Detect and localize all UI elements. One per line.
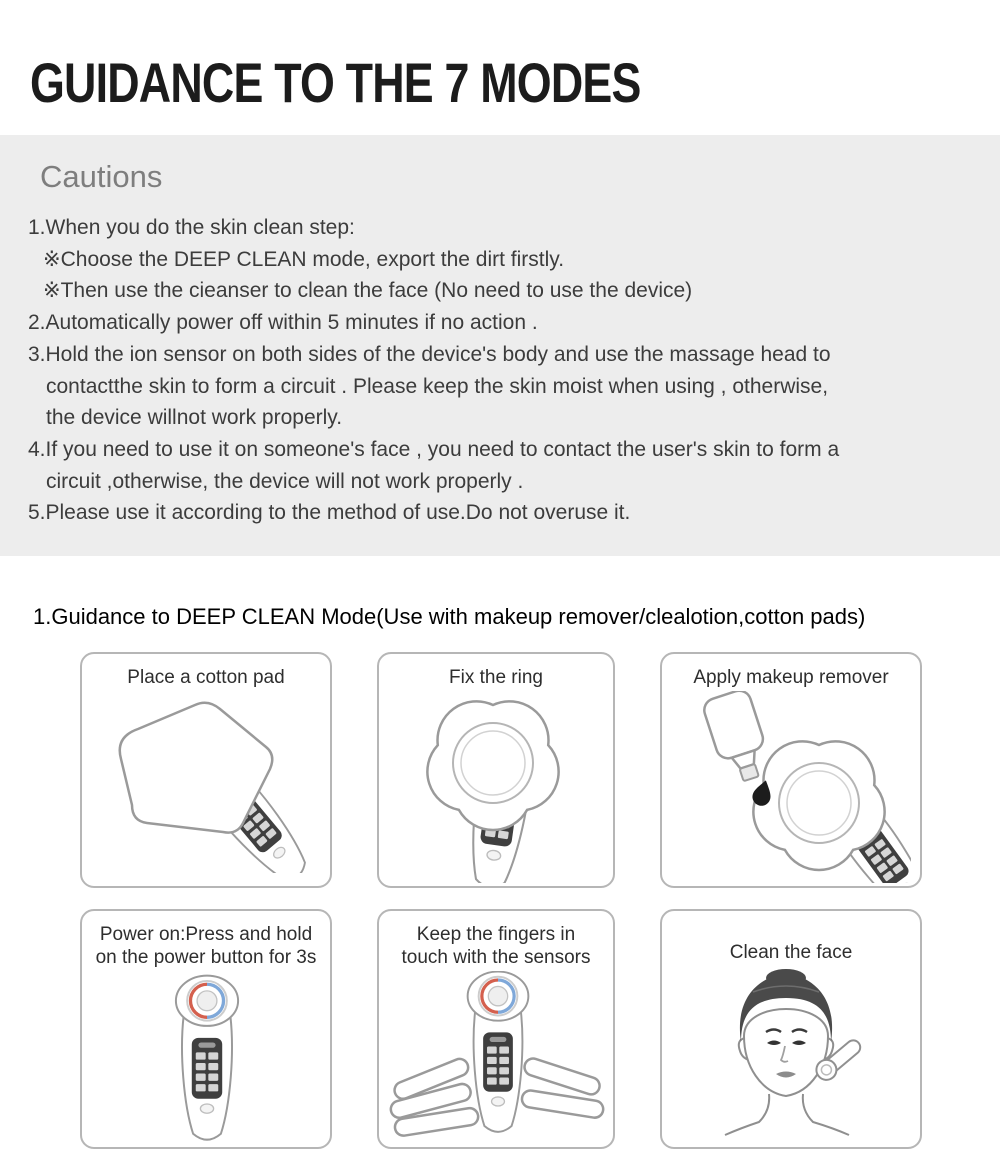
remover-bottle-illustration	[671, 691, 911, 883]
fingers-on-device-illustration	[379, 971, 614, 1137]
step-card-power-on	[80, 909, 332, 1149]
caution-line: contactthe skin to form a circuit . Please keep the skin moist when using , otherwise,	[46, 374, 829, 398]
caution-line: ※Choose the DEEP CLEAN mode, export the dirt firstly.	[43, 247, 565, 271]
cautions-text	[0, 212, 1000, 529]
caution-line: 1.When you do the skin clean step:	[28, 216, 355, 239]
caution-line: 2.Automatically power off within 5 minutes if no action .	[28, 311, 538, 335]
caption-line2: touch with the sensors	[401, 947, 591, 968]
step-caption: Place a cotton pad	[127, 667, 285, 688]
step-caption: Clean the face	[729, 942, 853, 963]
step-card-clean-face	[660, 909, 922, 1149]
caution-line: 3.Hold the ion sensor on both sides of the device's body and use the massage head to	[28, 342, 831, 366]
caution-line: ※Then use the cieanser to clean the face (No need to use the device)	[43, 279, 693, 303]
remover-bottle	[701, 691, 774, 786]
step-card-apply-remover	[660, 652, 922, 888]
ring-on-device-illustration	[381, 691, 611, 883]
cautions-section	[0, 135, 1000, 556]
step-card-place-cotton-pad	[80, 652, 332, 888]
step-caption: Apply makeup remover	[693, 667, 889, 688]
caution-line: the device willnot work properly.	[46, 406, 343, 430]
step-card-fix-ring	[377, 652, 615, 888]
caption-line2: on the power button for 3s	[95, 947, 317, 968]
deep-clean-guide-heading: 1.Guidance to DEEP CLEAN Mode(Use with makeup remover/clealotion,cotton pads)	[33, 604, 866, 629]
scalloped-ring	[427, 701, 558, 830]
step-caption	[379, 923, 613, 969]
caution-line: circuit ,otherwise, the device will not work properly .	[46, 469, 524, 493]
caption-line1: Power on:Press and hold	[99, 924, 313, 945]
face-illustration	[671, 966, 911, 1136]
caution-line: 5.Please use it according to the method of use.Do not overuse it.	[28, 501, 631, 525]
step-card-touch-sensors	[377, 909, 615, 1149]
cautions-heading: Cautions	[40, 159, 163, 194]
cotton-pad-on-device-illustration	[91, 691, 321, 873]
page-title: GUIDANCE TO THE 7 MODES	[30, 51, 641, 114]
device-front-illustration	[91, 971, 321, 1147]
step-caption: Fix the ring	[449, 667, 543, 688]
caption-line1: Keep the fingers in	[416, 924, 576, 945]
caution-line: 4.If you need to use it on someone's face , you need to contact the user's skin to form a	[28, 437, 840, 461]
guide-steps-grid	[80, 652, 922, 1149]
step-caption	[82, 923, 330, 969]
